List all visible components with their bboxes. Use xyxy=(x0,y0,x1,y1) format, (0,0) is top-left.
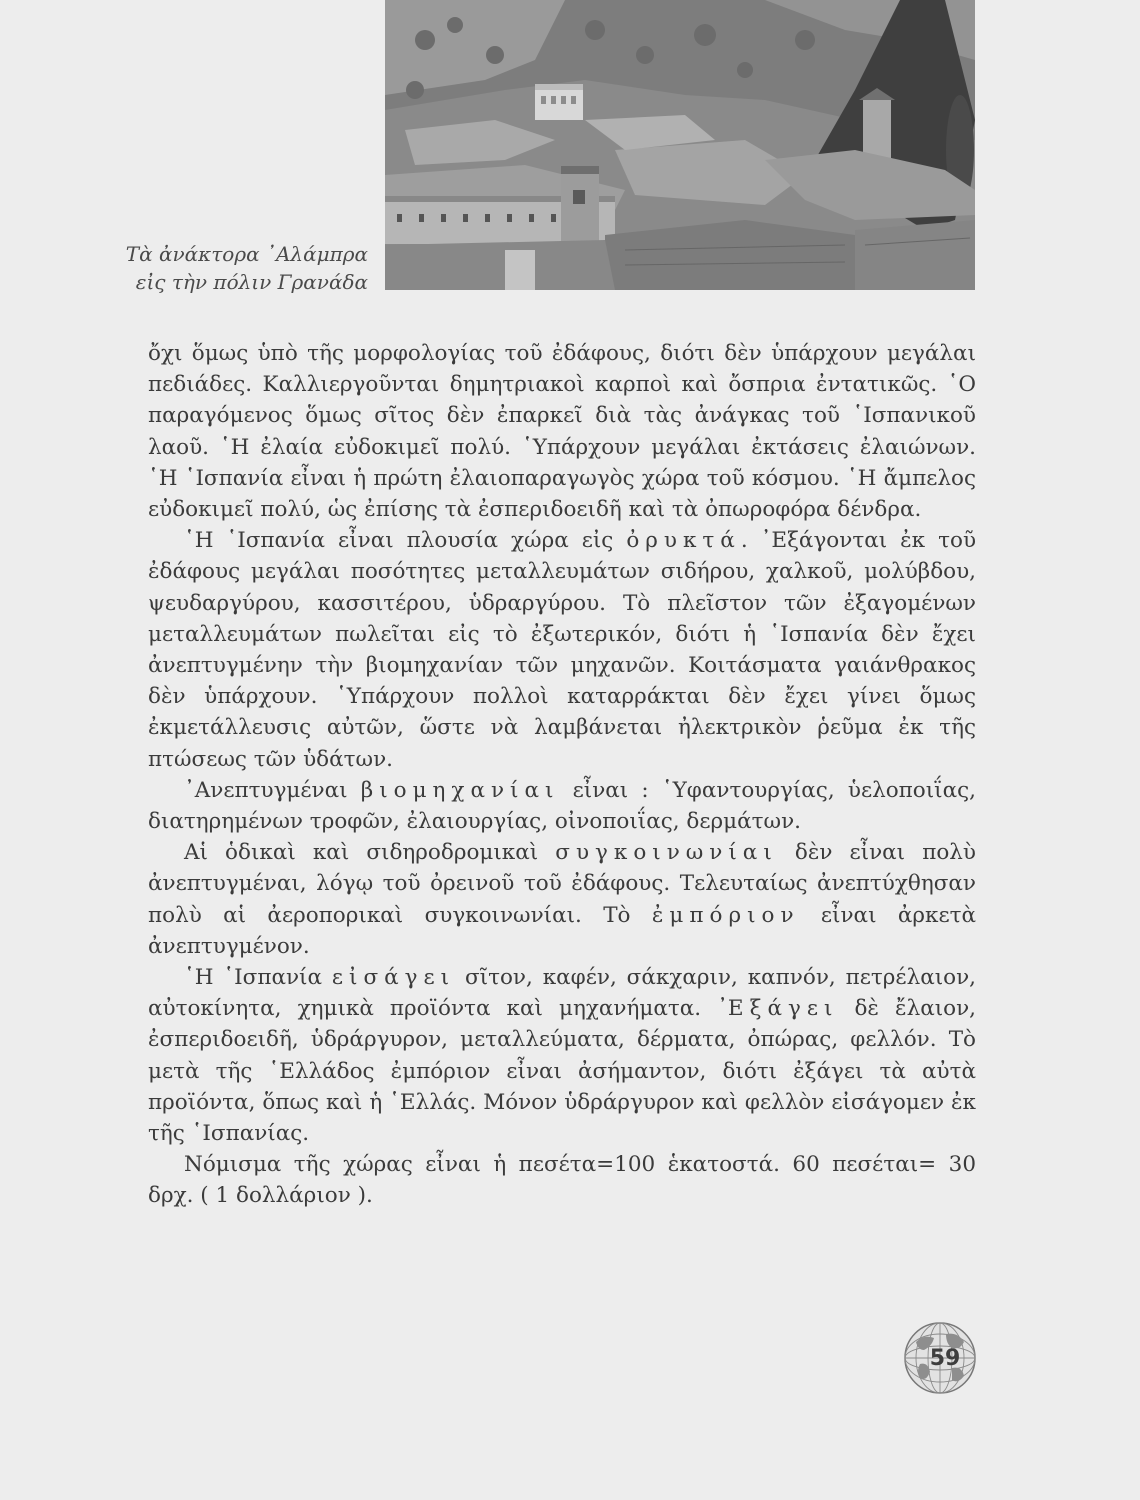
paragraph-imports-exports xyxy=(148,962,976,1149)
paragraph-industries xyxy=(148,775,976,837)
text-span: ᾽Ανεπτυγμέναι xyxy=(184,777,361,803)
page-number-badge xyxy=(902,1320,978,1396)
emphasized-term: ἐμπόριον xyxy=(651,902,800,928)
text-span: δὲν εἶναι πολὺ ἀνεπτυγμέναι, λόγῳ τοῦ ὀρεινοῦ τοῦ ἐδάφους. Τελευταίως ἀνεπτύχθησαν πολὺ αἱ ἀεροπορικαὶ συγκοινωνίαι. Τὸ xyxy=(148,840,976,928)
granada-photo-graphic xyxy=(385,0,975,290)
text-span: . ᾽Εξάγονται ἐκ τοῦ ἐδάφους μεγάλαι ποσότητες μεταλλευμάτων σιδήρου, χαλκοῦ, μολύβδου, ψευδαργύρου, κασσιτέρου, ὑδραργύρου. Τὸ πλεῖστον τῶν ἐξαγομένων μεταλλευμάτων πωλεῖται εἰς τὸ ἐξωτερικόν, διότι ἡ ῾Ισπανία δὲν ἔχει ἀνεπτυγμένην τὴν βιομηχανίαν τῶν μηχανῶν. Κοιτάσματα γαιάνθρακος δὲν ὑπάρχουν. ῾Υπάρχουν πολλοὶ καταρράκται δὲν ἔχει γίνει ὅμως ἐκμετάλλευσις αὐτῶν, ὥστε νὰ λαμβάνεται ἠλεκτρικὸν ῥεῦμα ἐκ τῆς πτώσεως τῶν ὑδάτων. xyxy=(148,528,977,772)
emphasized-term: ὀρυκτά xyxy=(626,528,741,554)
text-span: Αἱ ὁδικαὶ καὶ σιδηροδρομικαὶ xyxy=(184,840,556,866)
photo-caption xyxy=(126,240,368,296)
granada-photo xyxy=(385,0,975,290)
text-span: εἶναι ἀρκετὰ ἀνεπτυγμένον. xyxy=(148,902,976,959)
emphasized-term: συγκοινωνίαι xyxy=(555,840,778,866)
emphasized-term: βιομηχανίαι xyxy=(360,777,560,803)
caption-line-2: εἰς τὴν πόλιν Γρανάδα xyxy=(135,270,368,294)
text-span: σῖτον, καφέν, σάκχαριν, καπνόν, πετρέλαιον, αὐτοκίνητα, χημικὰ προϊόντα καὶ μηχανήματα. ᾽ xyxy=(148,965,976,1022)
paragraph-minerals xyxy=(148,525,976,775)
page-number: 59 xyxy=(929,1345,961,1371)
body-text xyxy=(148,338,976,1212)
paragraph-agriculture: ὄχι ὅμως ὑπὸ τῆς μορφολογίας τοῦ ἐδάφους, διότι δὲν ὑπάρχουν μεγάλαι πεδιάδες. Καλλιεργοῦνται δημητριακοὶ καρποὶ καὶ ὄσπρια ἐντατικῶς. ῾Ο παραγόμενος ὅμως σῖτος δὲν ἐπαρκεῖ διὰ τὰς ἀνάγκας τοῦ ῾Ισπανικοῦ λαοῦ. ῾Η ἐλαία εὐδοκιμεῖ πολύ. ῾Υπάρχουν μεγάλαι ἐκτάσεις ἐλαιώνων. ῾Η ῾Ισπανία εἶναι ἡ πρώτη ἐλαιοπαραγωγὸς χώρα τοῦ κόσμου. ῾Η ἄμπελος εὐδοκιμεῖ πολύ, ὡς ἐπίσης τὰ ἐσπεριδοειδῆ καὶ τὰ ὀπωροφόρα δένδρα. xyxy=(148,341,976,523)
text-span: δὲ ἔλαιον, ἐσπεριδοειδῆ, ὑδράργυρον, μεταλλεύματα, δέρματα, ὀπώρας, φελλόν. Τὸ μετὰ τῆς ῾Ελλάδος ἐμπόριον εἶναι ἀσήμαντον, διότι ἐξάγει τὰ αὐτὰ προϊόντα, ὅπως καὶ ἡ ῾Ελλάς. Μόνον ὑδράργυρον καὶ φελλὸν εἰσάγομεν ἐκ τῆς ῾Ισπανίας. xyxy=(148,996,976,1147)
paragraph-transport-trade xyxy=(148,837,976,962)
text-span: ῾Η ῾Ισπανία εἶναι πλουσία χώρα εἰς xyxy=(184,528,627,554)
emphasized-term: εἰσάγει xyxy=(331,965,456,991)
text-span: ῾Η ῾Ισπανία xyxy=(184,965,332,991)
text-span: εἶναι : ῾Υφαντουργίας, ὑελοποιΐας, διατηρημένων τροφῶν, ἐλαιουργίας, οἰνοποιΐας, δερμάτων. xyxy=(148,777,976,835)
emphasized-term: Εξάγει xyxy=(727,996,839,1022)
caption-line-1: Τὰ ἀνάκτορα ᾽Αλάμπρα xyxy=(125,242,368,266)
paragraph-currency: Νόμισμα τῆς χώρας εἶναι ἡ πεσέτα=100 ἑκατοστά. 60 πεσέται= 30 δρχ. ( 1 δολλάριον ). xyxy=(148,1152,976,1209)
